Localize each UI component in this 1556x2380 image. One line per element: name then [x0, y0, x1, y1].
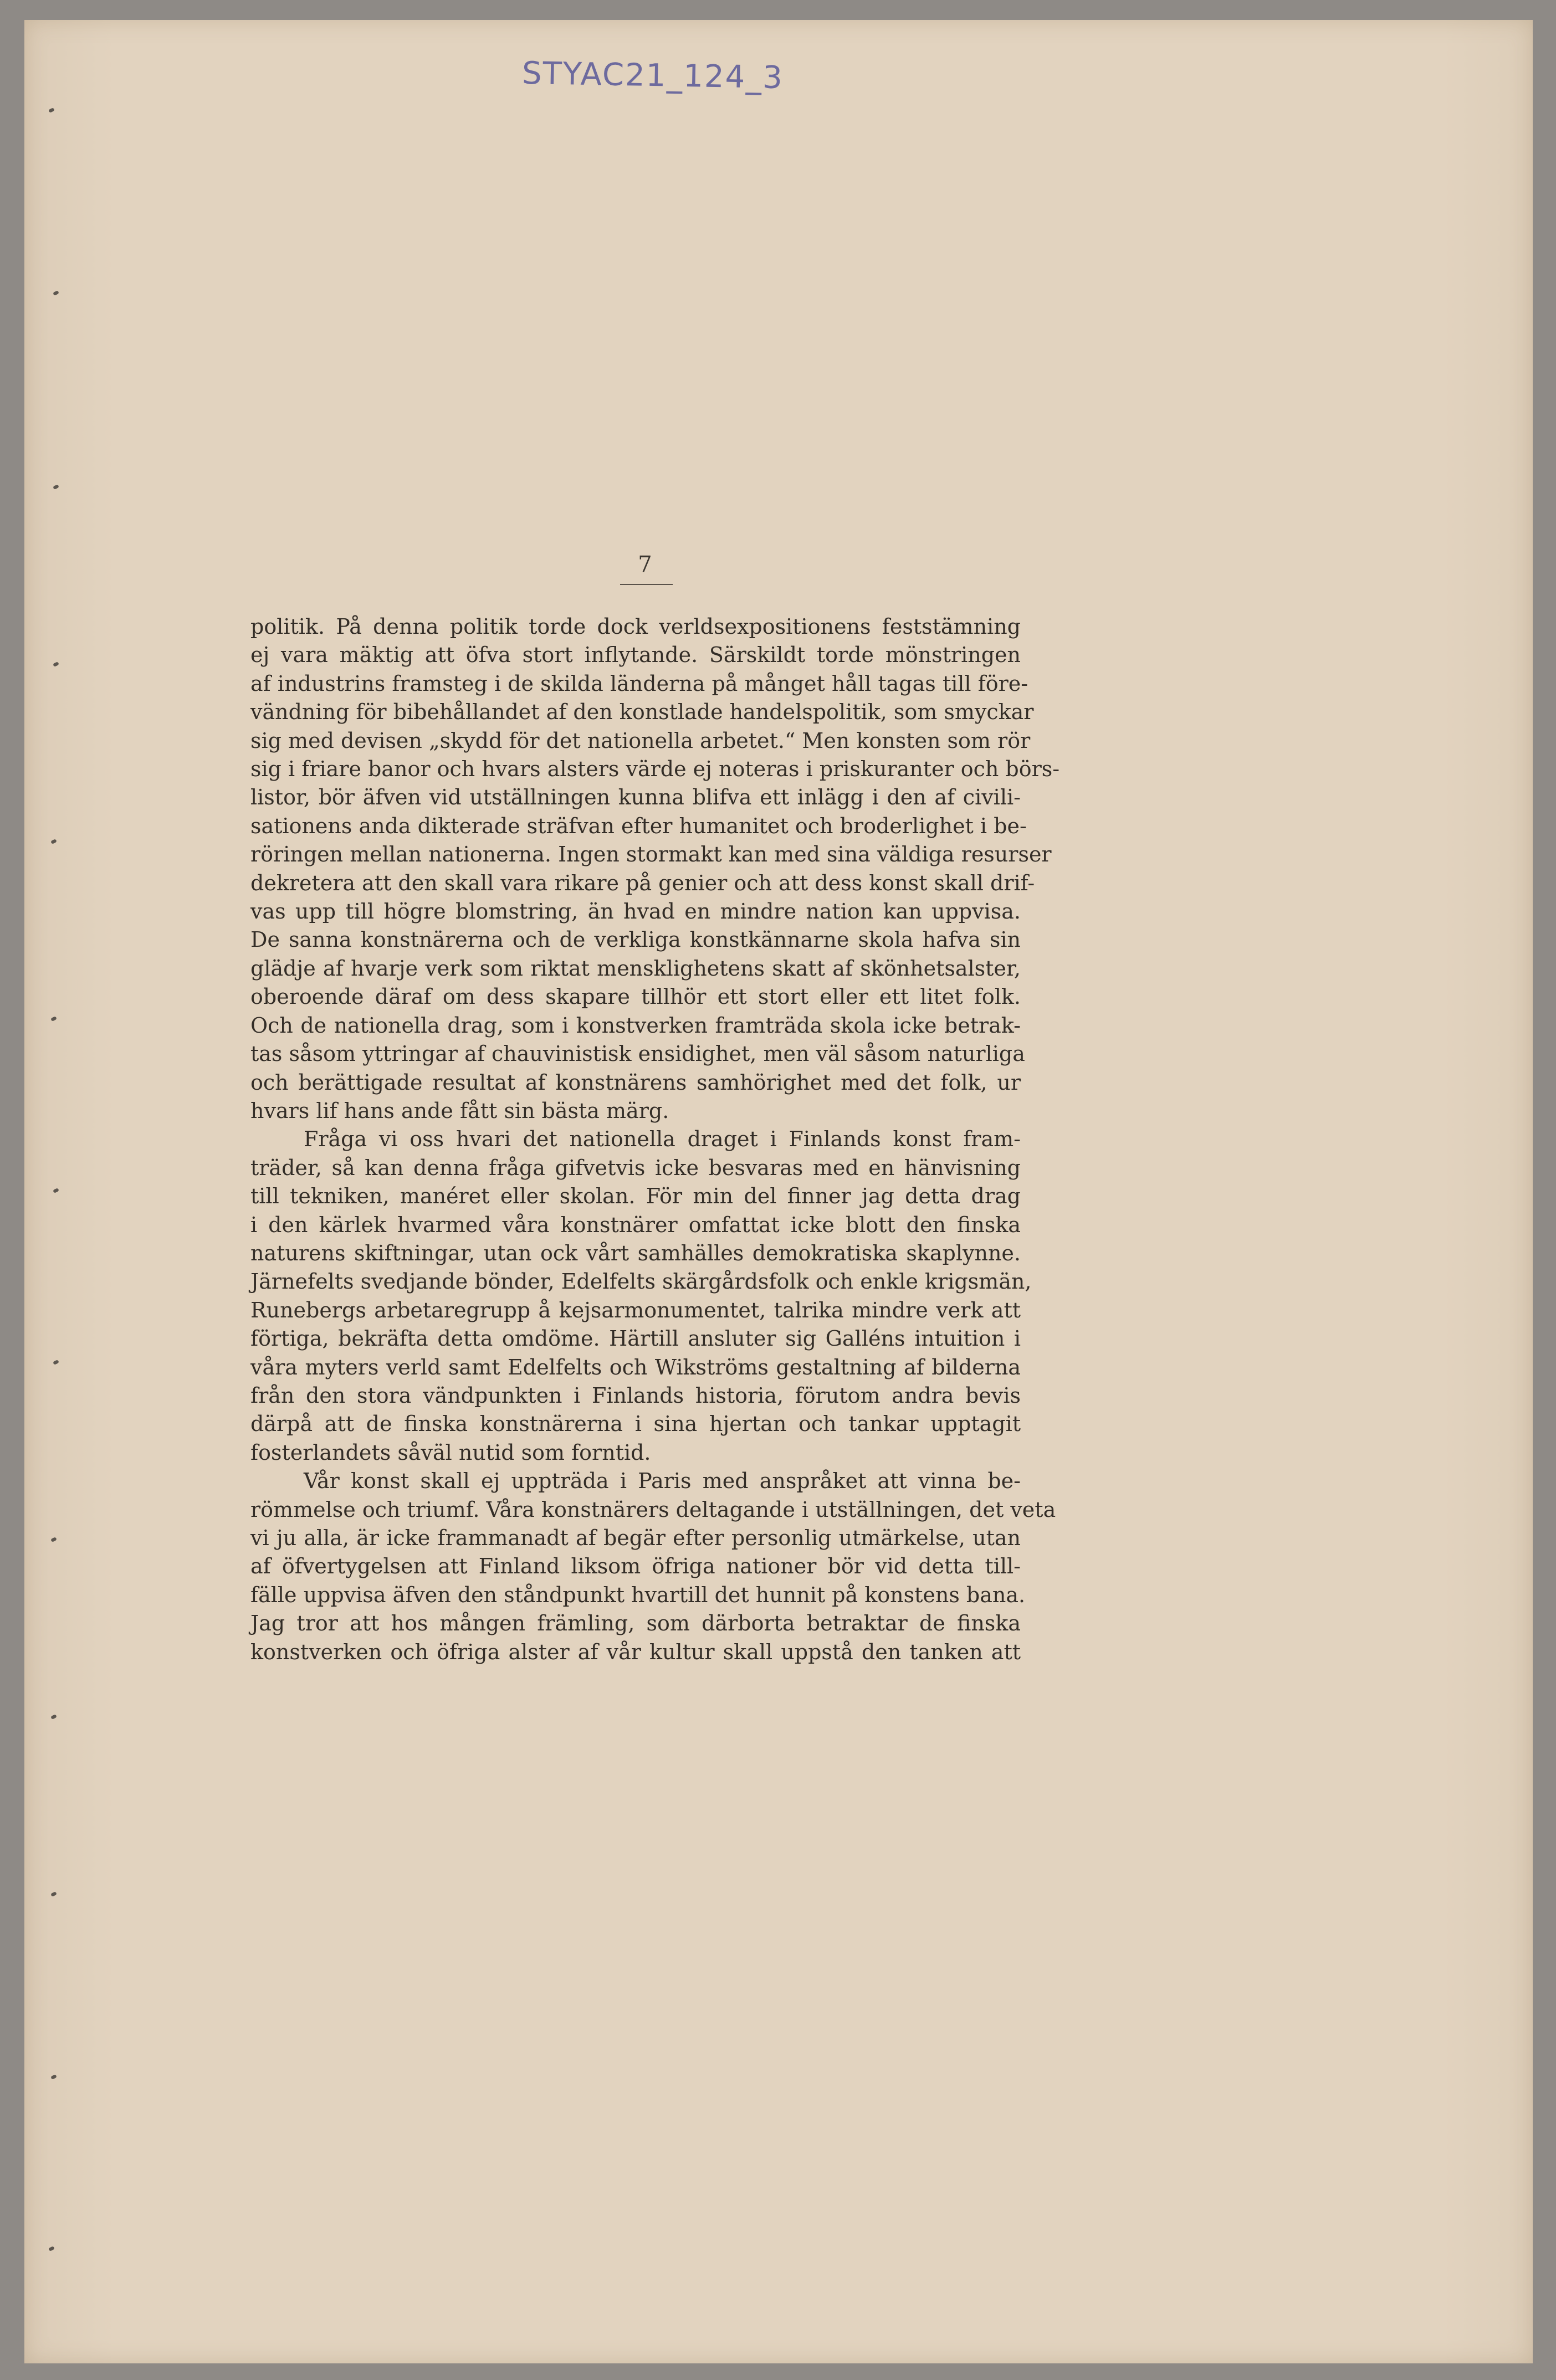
text-line: Vår konst skall ej uppträda i Paris med anspråket att vinna be-: [304, 1469, 1021, 1494]
text-line: politik. På denna politik torde dock verldsexpositionens feststämning: [250, 614, 1021, 639]
text-line: naturens skiftningar, utan ock vårt samhälles demokratiska skaplynne.: [250, 1240, 1021, 1265]
text-line: Järnefelts svedjande bönder, Edelfelts skärgårdsfolk och enkle krigsmän,: [250, 1269, 1032, 1294]
text-line: Jag tror att hos mången främling, som därborta betraktar de finska: [250, 1611, 1021, 1636]
binding-hole-mark: [50, 1891, 57, 1897]
binding-hole-mark: [48, 2246, 55, 2251]
text-line: listor, bör äfven vid utställningen kunna blifva ett inlägg i den af civili-: [250, 785, 1021, 810]
text-line: röringen mellan nationerna. Ingen stormakt kan med sina väldiga resurser: [250, 842, 1052, 867]
text-line: hvars lif hans ande fått sin bästa märg.: [250, 1098, 669, 1123]
binding-hole-mark: [53, 661, 59, 667]
text-line: sationens anda dikterade sträfvan efter humanitet och broderlighet i be-: [250, 813, 1027, 838]
document-page: [24, 20, 1533, 2363]
text-line: konstverken och öfriga alster af vår kultur skall uppstå den tanken att: [250, 1639, 1021, 1664]
binding-hole-mark: [53, 1360, 59, 1365]
text-line: vi ju alla, är icke frammanadt af begär efter personlig utmärkelse, utan: [250, 1526, 1021, 1550]
binding-hole-mark: [48, 107, 55, 113]
text-line: De sanna konstnärerna och de verkliga konstkännarne skola hafva sin: [250, 927, 1021, 952]
page-number-rule: [620, 584, 673, 585]
binding-hole-mark: [50, 1537, 57, 1542]
text-line: från den stora vändpunkten i Finlands historia, förutom andra bevis: [250, 1383, 1021, 1408]
text-line: vändning för bibehållandet af den konstlade handelspolitik, som smyckar: [250, 700, 1034, 725]
text-line: till tekniken, manéret eller skolan. För min del finner jag detta drag: [250, 1184, 1021, 1209]
binding-hole-mark: [50, 839, 57, 844]
binding-hole-mark: [50, 1714, 57, 1720]
text-line: Runebergs arbetaregrupp å kejsarmonumentet, talrika mindre verk att: [250, 1297, 1021, 1322]
text-line: och berättigade resultat af konstnärens samhörighet med det folk, ur: [250, 1070, 1021, 1095]
binding-hole-mark: [53, 1188, 59, 1193]
text-line: tas såsom yttringar af chauvinistisk ensidighet, men väl såsom naturliga: [250, 1042, 1025, 1066]
text-line: ej vara mäktig att öfva stort inflytande. Särskildt torde mönstringen: [250, 643, 1021, 668]
text-line: sig i friare banor och hvars alsters värde ej noteras i priskuranter och börs-: [250, 757, 1060, 782]
binding-hole-mark: [50, 1016, 57, 1022]
text-line: därpå att de finska konstnärerna i sina hjertan och tankar upptagit: [250, 1412, 1021, 1437]
text-line: vas upp till högre blomstring, än hvad en mindre nation kan uppvisa.: [250, 899, 1021, 924]
page-number: 7: [638, 552, 652, 577]
binding-hole-mark: [50, 2074, 57, 2080]
binding-hole-mark: [53, 290, 59, 296]
text-line: af industrins framsteg i de skilda länderna på månget håll tagas till före-: [250, 671, 1028, 696]
text-line: Fråga vi oss hvari det nationella draget i Finlands konst fram-: [304, 1127, 1021, 1152]
archive-id-handwritten: STYAC21_124_3: [521, 55, 784, 96]
body-text: [250, 613, 1060, 1666]
text-line: träder, så kan denna fråga gifvetvis icke besvaras med en hänvisning: [250, 1155, 1021, 1180]
text-line: glädje af hvarje verk som riktat mensklighetens skatt af skönhetsalster,: [250, 956, 1021, 981]
text-line: våra myters verld samt Edelfelts och Wikströms gestaltning af bilderna: [250, 1355, 1021, 1379]
text-line: förtiga, bekräfta detta omdöme. Härtill ansluter sig Galléns intuition i: [250, 1326, 1021, 1351]
text-line: af öfvertygelsen att Finland liksom öfriga nationer bör vid detta till-: [250, 1554, 1021, 1579]
text-line: dekretera att den skall vara rikare på genier och att dess konst skall drif-: [250, 870, 1035, 895]
text-line: Och de nationella drag, som i konstverken framträda skola icke betrak-: [250, 1013, 1021, 1038]
text-line: sig med devisen „skydd för det nationella arbetet.“ Men konsten som rör: [250, 728, 1031, 753]
text-line: fosterlandets såväl nutid som forntid.: [250, 1440, 651, 1465]
text-line: i den kärlek hvarmed våra konstnärer omfattat icke blott den finska: [250, 1212, 1021, 1237]
text-line: fälle uppvisa äfven den ståndpunkt hvartill det hunnit på konstens bana.: [250, 1582, 1026, 1607]
text-line: römmelse och triumf. Våra konstnärers deltagande i utställningen, det veta: [250, 1497, 1056, 1522]
text-line: oberoende däraf om dess skapare tillhör ett stort eller ett litet folk.: [250, 984, 1021, 1009]
binding-hole-mark: [53, 484, 59, 490]
